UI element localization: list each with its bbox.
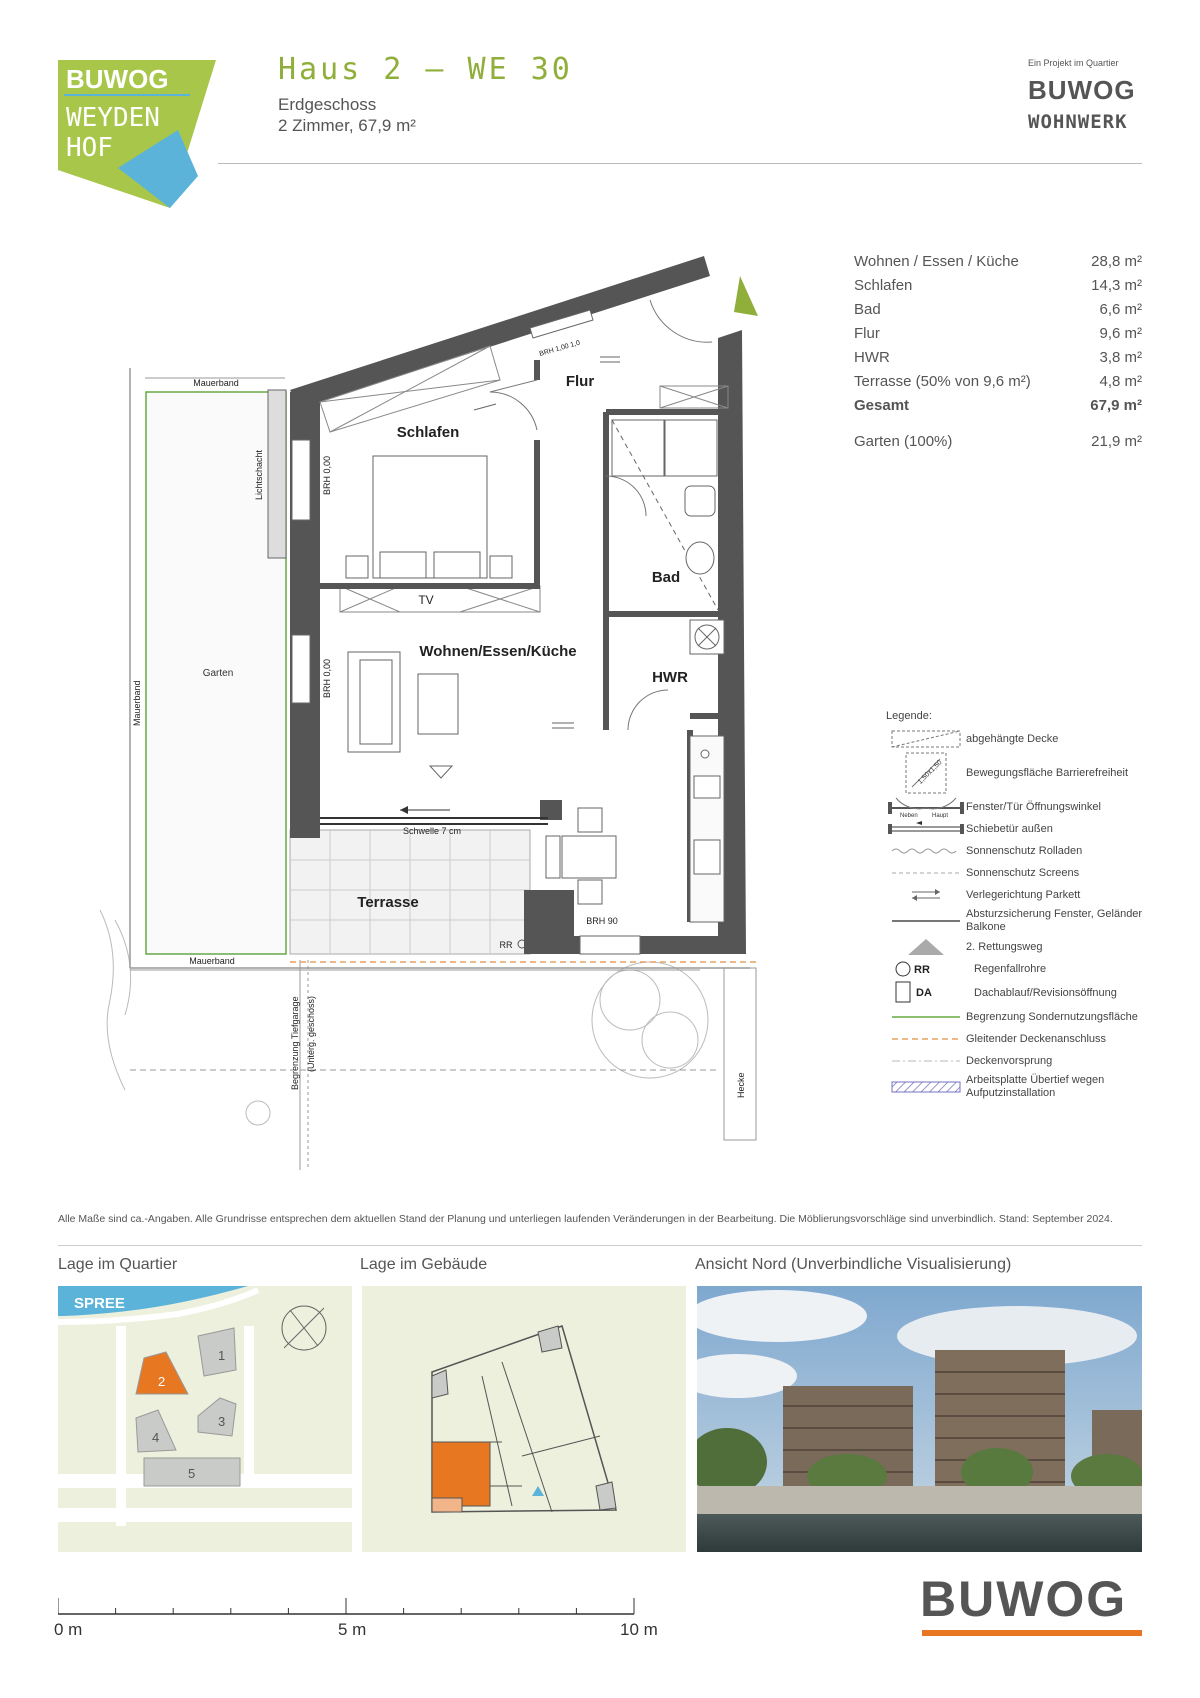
buwog-footer-logo: BUWOG	[920, 1571, 1128, 1627]
legend	[886, 710, 1146, 1102]
project-caption: Ein Projekt im Quartier	[1028, 58, 1119, 68]
mauerband-left-label: Mauerband	[132, 680, 142, 726]
project-buwog-logo: BUWOG	[1028, 75, 1136, 105]
legend-item: Begrenzung Sondernutzungsfläche	[966, 1010, 1138, 1023]
legend-item: Schiebetür außen	[886, 818, 1146, 840]
legend-item: Neben Haupt Fenster/Tür Öffnungswinkel	[886, 796, 1146, 818]
rr-label: RR	[499, 940, 513, 950]
brh-label: BRH 0,00	[322, 455, 332, 495]
buwog-logo-underline	[922, 1630, 1142, 1636]
brh-90-label: BRH 90	[586, 916, 618, 926]
scale-bar	[58, 1594, 638, 1620]
section-title-ansicht: Ansicht Nord (Unverbindliche Visualisierung)	[695, 1256, 1012, 1273]
area-table	[854, 250, 1142, 454]
area-row: HWR 3,8 m²	[854, 349, 1142, 366]
area-row: Bad 6,6 m²	[854, 301, 1142, 318]
unit-subtitle	[278, 94, 416, 136]
bed	[346, 456, 512, 578]
scale-label-0: 0 m	[54, 1620, 83, 1639]
area-row: Schlafen 14,3 m²	[854, 277, 1142, 294]
legend-item: 2. Rettungsweg	[886, 936, 1146, 958]
tiefgarage-label: Begrenzung Tiefgarage	[290, 996, 300, 1090]
svg-text:RR: RR	[914, 964, 930, 976]
floor-label: Erdgeschoss	[278, 95, 377, 114]
quartier-map	[58, 1286, 352, 1552]
svg-text:1,50x1,50: 1,50x1,50	[916, 759, 944, 786]
lichtschacht-label: Lichtschacht	[254, 449, 264, 500]
legend-item: Gleitender Deckenanschluss	[966, 1032, 1107, 1045]
svg-text:Neben: Neben	[900, 813, 918, 818]
rooms-label: 2 Zimmer, 67,9 m²	[278, 116, 416, 135]
legend-item: Sonnenschutz Screens	[966, 866, 1080, 879]
legend-item: RR Regenfallrohre	[886, 958, 1146, 980]
house-4-label: 4	[152, 1430, 160, 1445]
room-label-bad: Bad	[651, 569, 681, 586]
legend-item: DA Dachablauf/Revisionsöffnung	[886, 980, 1146, 1006]
legend-item: Absturzsicherung Fenster, Geländer Balkone	[966, 908, 1143, 933]
legend-item: Deckenvorsprung	[966, 1054, 1053, 1067]
tv-label: TV	[418, 593, 434, 607]
room-label-garten: Garten	[202, 668, 234, 679]
room-label-wohnen: Wohnen/Essen/Küche	[419, 643, 577, 660]
entry-brh-label: BRH 1,00 1,0	[538, 339, 581, 358]
compass-icon	[282, 1306, 326, 1350]
scale-label-10: 10 m	[620, 1620, 658, 1639]
hecke-label: Hecke	[736, 1072, 746, 1098]
area-total-row: Gesamt 67,9 m²	[854, 397, 1142, 414]
svg-text:Haupt: Haupt	[932, 813, 949, 818]
section-title-quartier: Lage im Quartier	[58, 1256, 178, 1273]
weydenhof-logo	[58, 58, 218, 208]
page-title: Haus 2 — WE 30	[278, 52, 573, 87]
room-label-schlafen: Schlafen	[396, 424, 460, 441]
room-label-hwr: HWR	[652, 669, 688, 686]
area-row: Terrasse (50% von 9,6 m²) 4,8 m²	[854, 373, 1142, 390]
logo-line2: WEYDEN	[66, 103, 160, 133]
brh-label: BRH 0,00	[322, 658, 332, 698]
floor-plan	[90, 240, 780, 1180]
legend-item: Sonnenschutz Rolladen	[886, 840, 1146, 862]
legend-item: Arbeitsplatte Übertief wegen Aufputzinstallation	[886, 1072, 1146, 1102]
scale-label-5: 5 m	[338, 1620, 367, 1639]
section-divider	[58, 1245, 1142, 1246]
disclaimer-text: Alle Maße sind ca.-Angaben. Alle Grundrisse entsprechen dem aktuellen Stand der Planung und unterliegen laufenden Veränderungen in der Bearbeitung. Die Möblierungsvorschläge sind unverbindlich. Stand: September 2024.	[58, 1213, 1113, 1225]
svg-text:DA: DA	[916, 987, 932, 999]
house-2-label: 2	[158, 1374, 166, 1389]
house-3-label: 3	[218, 1414, 226, 1429]
mauerband-bottom-label: Mauerband	[189, 956, 235, 966]
legend-title: Legende:	[886, 710, 932, 722]
room-label-terrasse: Terrasse	[357, 894, 419, 911]
area-row: Flur 9,6 m²	[854, 325, 1142, 342]
area-garden-row: Garten (100%) 21,9 m²	[854, 433, 1142, 450]
legend-item: 1,50x1,50 Bewegungsfläche Barrierefreiheit	[886, 750, 1146, 796]
spree-label: SPREE	[74, 1295, 125, 1312]
header-divider	[218, 163, 1142, 164]
room-label-flur: Flur	[565, 373, 595, 390]
house-1-label: 1	[218, 1348, 226, 1363]
legend-item: abgehängte Decke	[886, 728, 1146, 750]
threshold-label: Schwelle 7 cm	[402, 826, 462, 836]
escape-route-icon	[734, 276, 758, 316]
tiefgarage-label-2: (Unterg. geschoss)	[306, 995, 316, 1072]
project-wohnwerk-logo: WOHNWERK	[1028, 111, 1128, 133]
building-location-map	[362, 1286, 686, 1552]
north-view-visualization	[697, 1286, 1142, 1552]
logo-line3: HOF	[66, 133, 113, 163]
logo-line1: BUWOG	[66, 64, 169, 94]
house-5-label: 5	[188, 1466, 196, 1481]
section-title-gebaeude: Lage im Gebäude	[360, 1256, 488, 1273]
area-row: Wohnen / Essen / Küche 28,8 m²	[854, 253, 1142, 270]
mauerband-top-label: Mauerband	[193, 378, 239, 388]
legend-item: Verlegerichtung Parkett	[886, 884, 1146, 906]
